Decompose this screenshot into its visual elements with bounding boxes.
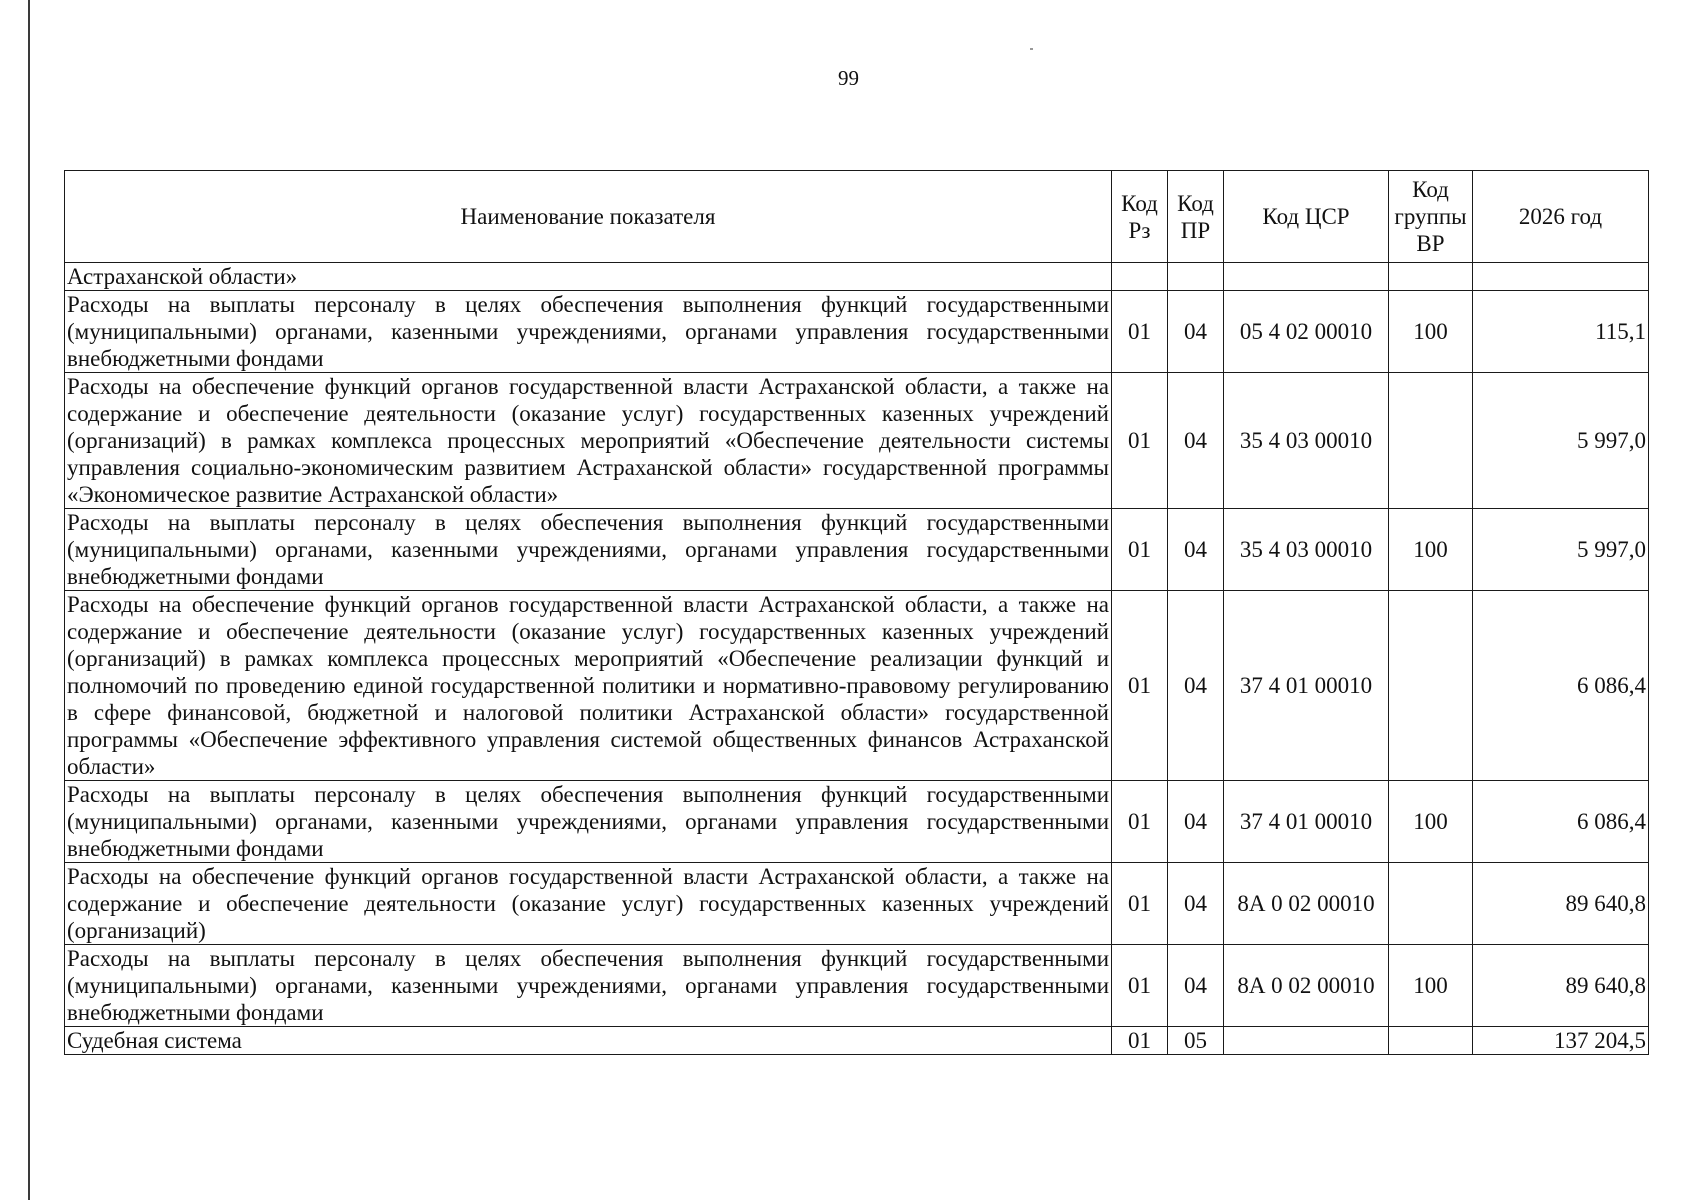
row-code-rz: 01: [1112, 1027, 1168, 1055]
row-name: Расходы на выплаты персоналу в целях обеспечения выполнения функций государственными (муниципальными) органами, казенными учреждениями, органами управления государственными внебюджетными фондами: [65, 781, 1112, 863]
row-code-pr: [1168, 263, 1224, 291]
row-amount: 137 204,5: [1473, 1027, 1649, 1055]
row-code-csr: [1224, 263, 1389, 291]
row-code-csr: 35 4 03 00010: [1224, 509, 1389, 591]
row-name: Расходы на выплаты персоналу в целях обеспечения выполнения функций государственными (муниципальными) органами, казенными учреждениями, органами управления государственными внебюджетными фондами: [65, 291, 1112, 373]
table-row: [65, 509, 1649, 591]
row-amount: 6 086,4: [1473, 781, 1649, 863]
row-code-csr: 8А 0 02 00010: [1224, 863, 1389, 945]
row-code-pr: 04: [1168, 945, 1224, 1027]
row-code-rz: 01: [1112, 863, 1168, 945]
row-code-vr: 100: [1389, 945, 1473, 1027]
budget-table: [64, 170, 1649, 1055]
table-row: [65, 863, 1649, 945]
table-row: [65, 591, 1649, 781]
row-name: Судебная система: [65, 1027, 1112, 1055]
row-code-rz: 01: [1112, 591, 1168, 781]
row-code-vr: [1389, 263, 1473, 291]
row-code-csr: 35 4 03 00010: [1224, 373, 1389, 509]
row-name: Расходы на обеспечение функций органов государственной власти Астраханской области, а также на содержание и обеспечение деятельности (оказание услуг) государственных казенных учреждений (организаций): [65, 863, 1112, 945]
page-number: 99: [838, 66, 859, 90]
row-amount: 6 086,4: [1473, 591, 1649, 781]
row-code-rz: [1112, 263, 1168, 291]
table-row: [65, 945, 1649, 1027]
table-row: [65, 291, 1649, 373]
row-code-pr: 04: [1168, 509, 1224, 591]
row-code-pr: 04: [1168, 591, 1224, 781]
row-name: Расходы на выплаты персоналу в целях обеспечения выполнения функций государственными (муниципальными) органами, казенными учреждениями, органами управления государственными внебюджетными фондами: [65, 945, 1112, 1027]
binding-edge-line: [28, 0, 30, 1200]
row-code-csr: 37 4 01 00010: [1224, 591, 1389, 781]
row-code-pr: 04: [1168, 291, 1224, 373]
header-code-rz: Код Рз: [1112, 171, 1168, 263]
scan-speck: [1030, 48, 1033, 50]
table-header-row: [65, 171, 1649, 263]
row-code-vr: [1389, 1027, 1473, 1055]
row-code-rz: 01: [1112, 373, 1168, 509]
row-code-pr: 04: [1168, 863, 1224, 945]
table-row: [65, 263, 1649, 291]
header-code-csr: Код ЦСР: [1224, 171, 1389, 263]
row-code-rz: 01: [1112, 509, 1168, 591]
row-code-csr: 37 4 01 00010: [1224, 781, 1389, 863]
row-code-vr: [1389, 591, 1473, 781]
row-code-rz: 01: [1112, 291, 1168, 373]
row-amount: 89 640,8: [1473, 863, 1649, 945]
row-amount: [1473, 263, 1649, 291]
row-code-vr: [1389, 373, 1473, 509]
row-code-rz: 01: [1112, 781, 1168, 863]
row-name: Расходы на выплаты персоналу в целях обеспечения выполнения функций государственными (муниципальными) органами, казенными учреждениями, органами управления государственными внебюджетными фондами: [65, 509, 1112, 591]
row-name: Расходы на обеспечение функций органов государственной власти Астраханской области, а также на содержание и обеспечение деятельности (оказание услуг) государственных казенных учреждений (организаций) в рамках комплекса процессных мероприятий «Обеспечение реализации функций и полномочий по проведению единой государственной политики и нормативно-правовому регулированию в сфере финансовой, бюджетной и налоговой политики Астраханской области» государственной программы «Обеспечение эффективного управления системой общественных финансов Астраханской области»: [65, 591, 1112, 781]
table-row: [65, 1027, 1649, 1055]
row-name: Расходы на обеспечение функций органов государственной власти Астраханской области, а также на содержание и обеспечение деятельности (оказание услуг) государственных казенных учреждений (организаций) в рамках комплекса процессных мероприятий «Обеспечение деятельности системы управления социально-экономическим развитием Астраханской области» государственной программы «Экономическое развитие Астраханской области»: [65, 373, 1112, 509]
row-code-csr: 05 4 02 00010: [1224, 291, 1389, 373]
table-row: [65, 373, 1649, 509]
row-code-pr: 04: [1168, 781, 1224, 863]
header-name: Наименование показателя: [65, 171, 1112, 263]
row-code-rz: 01: [1112, 945, 1168, 1027]
row-amount: 5 997,0: [1473, 373, 1649, 509]
row-code-vr: 100: [1389, 509, 1473, 591]
row-code-pr: 04: [1168, 373, 1224, 509]
row-code-csr: [1224, 1027, 1389, 1055]
row-code-csr: 8А 0 02 00010: [1224, 945, 1389, 1027]
row-code-vr: 100: [1389, 781, 1473, 863]
header-year-2026: 2026 год: [1473, 171, 1649, 263]
header-code-pr: Код ПР: [1168, 171, 1224, 263]
row-code-vr: 100: [1389, 291, 1473, 373]
header-code-vr: Код группы ВР: [1389, 171, 1473, 263]
table-row: [65, 781, 1649, 863]
row-amount: 89 640,8: [1473, 945, 1649, 1027]
row-amount: 5 997,0: [1473, 509, 1649, 591]
row-amount: 115,1: [1473, 291, 1649, 373]
row-code-vr: [1389, 863, 1473, 945]
row-name: Астраханской области»: [65, 263, 1112, 291]
row-code-pr: 05: [1168, 1027, 1224, 1055]
